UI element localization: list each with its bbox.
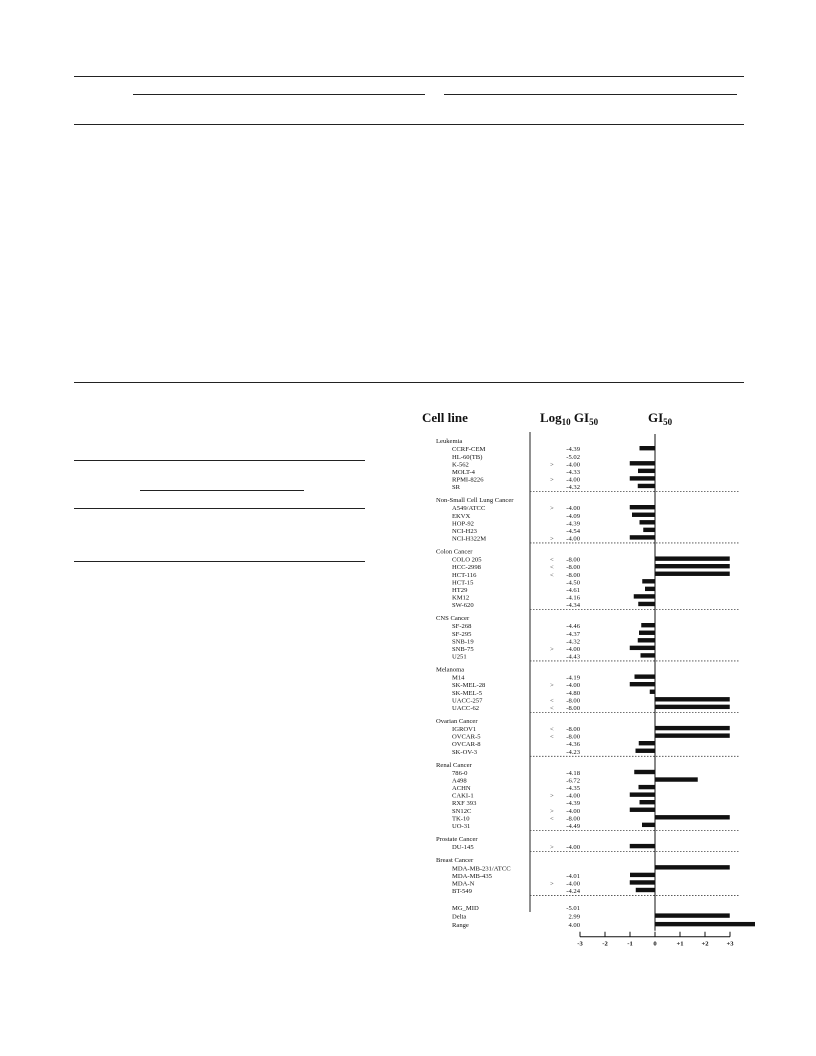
log-gi50-value: -4.00: [566, 807, 580, 815]
log-gi50-value: -8.00: [566, 564, 580, 572]
group-label: Melanoma: [436, 666, 465, 674]
log-gi50-value: -4.23: [566, 748, 580, 756]
qualifier-label: >: [550, 476, 554, 484]
cell-line-label: SNB-19: [452, 638, 474, 646]
x-tick-label: +3: [726, 940, 734, 948]
log-gi50-value: -4.37: [566, 630, 580, 638]
log-gi50-value: -5.02: [566, 453, 580, 461]
bar: [630, 682, 655, 686]
cell-line-label: RPMI-8226: [452, 476, 484, 484]
cell-line-label: U251: [452, 653, 467, 661]
qualifier-label: >: [550, 844, 554, 852]
log-gi50-value: -4.01: [566, 872, 580, 880]
qualifier-label: >: [550, 645, 554, 653]
bar: [630, 646, 655, 650]
log-gi50-value: -8.00: [566, 726, 580, 734]
bar: [639, 741, 655, 745]
cell-line-label: CCRF-CEM: [452, 446, 486, 454]
cell-line-label: COLO 205: [452, 556, 482, 564]
bar: [636, 888, 655, 892]
bar: [655, 572, 730, 576]
log-gi50-value: -4.00: [566, 880, 580, 888]
log-gi50-value: -4.33: [566, 468, 580, 476]
log-gi50-value: -4.24: [566, 888, 580, 895]
bar: [635, 674, 656, 678]
bar: [643, 528, 655, 532]
rule-top: [74, 76, 744, 77]
cell-line-label: MDA-MB-231/ATCC: [452, 865, 511, 873]
rule-subheader-right: [444, 94, 737, 95]
log-gi50-value: -4.00: [566, 792, 580, 800]
log-gi50-value: -4.19: [566, 674, 580, 682]
cell-line-label: A549/ATCC: [452, 505, 486, 513]
bar: [630, 505, 655, 509]
bar: [634, 594, 655, 598]
cell-line-label: SN12C: [452, 807, 472, 815]
log-gi50-value: -4.36: [566, 741, 580, 749]
rule-small-mid: [74, 508, 365, 509]
cell-line-label: SF-268: [452, 623, 472, 631]
bar: [630, 792, 655, 796]
x-tick-label: -3: [577, 940, 583, 948]
cell-line-label: UACC-62: [452, 704, 480, 712]
bar: [638, 602, 655, 606]
bar: [630, 461, 655, 465]
group-label: Ovarian Cancer: [436, 717, 478, 725]
log-gi50-value: -4.16: [566, 594, 580, 602]
bar: [655, 777, 698, 781]
log-gi50-value: 2.99: [568, 913, 580, 921]
log-gi50-value: -4.00: [566, 461, 580, 469]
cell-line-label: HT29: [452, 586, 468, 594]
log-gi50-value: -4.54: [566, 527, 580, 535]
bar: [655, 705, 730, 709]
cell-line-label: NCI-H23: [452, 527, 477, 535]
log-gi50-value: -4.00: [566, 476, 580, 484]
group-label: Prostate Cancer: [436, 835, 478, 843]
header-gi50: $GI_{50}$: [648, 410, 673, 427]
cell-line-label: UO-31: [452, 822, 471, 830]
group-label: Renal Cancer: [436, 761, 472, 769]
cell-line-label: NCI-H322M: [452, 535, 487, 543]
qualifier-label: >: [550, 682, 554, 690]
qualifier-label: >: [550, 535, 554, 543]
header-log-gi50: Log$_{10}$ $GI_{50}$: [540, 410, 599, 427]
bar: [650, 690, 655, 694]
log-gi50-value: 4.00: [568, 922, 580, 930]
group-label: Non-Small Cell Lung Cancer: [436, 497, 514, 504]
log-gi50-value: -8.00: [566, 571, 580, 579]
cell-line-label: MDA-MB-435: [452, 872, 492, 880]
bar: [638, 469, 655, 473]
log-gi50-value: -8.00: [566, 815, 580, 823]
cell-line-label: Delta: [452, 913, 467, 921]
qualifier-label: >: [550, 461, 554, 469]
bar: [655, 697, 730, 701]
log-gi50-value: -4.49: [566, 822, 580, 830]
rule-header-bottom: [74, 124, 744, 125]
rule-table-bottom: [74, 382, 744, 383]
qualifier-label: <: [550, 815, 554, 823]
bar: [640, 446, 656, 450]
bar: [655, 913, 730, 917]
cell-line-label: EKVX: [452, 512, 471, 520]
bar: [630, 808, 655, 812]
cell-line-label: KM12: [452, 594, 470, 602]
bar: [655, 564, 730, 568]
log-gi50-value: -4.00: [566, 645, 580, 653]
log-gi50-value: -4.39: [566, 520, 580, 528]
log-gi50-value: -4.00: [566, 682, 580, 690]
log-gi50-value: -4.18: [566, 770, 580, 777]
cell-line-label: SNB-75: [452, 645, 474, 653]
qualifier-label: <: [550, 556, 554, 564]
bar: [640, 520, 656, 524]
rule-small-top: [74, 460, 365, 461]
rule-small-bottom: [74, 561, 365, 562]
log-gi50-value: -8.00: [566, 733, 580, 741]
log-gi50-value: -4.32: [566, 483, 580, 491]
log-gi50-value: -8.00: [566, 697, 580, 705]
log-gi50-value: -4.35: [566, 785, 580, 793]
qualifier-label: <: [550, 733, 554, 741]
log-gi50-value: -4.46: [566, 623, 580, 631]
cell-line-label: UACC-257: [452, 697, 483, 705]
cell-line-label: K-562: [452, 461, 469, 469]
group-label: Colon Cancer: [436, 548, 473, 556]
bar: [630, 880, 655, 884]
cell-line-label: RXF 393: [452, 800, 477, 808]
log-gi50-value: -4.39: [566, 800, 580, 808]
x-axis: [577, 932, 734, 948]
cell-line-label: DU-145: [452, 844, 474, 852]
cell-line-label: 786-0: [452, 770, 468, 777]
cell-line-label: HCC-2998: [452, 564, 481, 572]
chart-rows: [436, 434, 755, 931]
header-cell-line: Cell line: [422, 410, 468, 425]
log-gi50-value: -4.50: [566, 579, 580, 587]
log-gi50-value: -8.00: [566, 704, 580, 712]
cell-line-label: TK-10: [452, 815, 470, 823]
cell-line-label: BT-549: [452, 888, 472, 895]
bar: [634, 770, 655, 774]
log-gi50-value: -4.00: [566, 535, 580, 543]
qualifier-label: >: [550, 505, 554, 513]
cell-line-label: OVCAR-8: [452, 741, 481, 749]
cell-line-label: HCT-116: [452, 571, 477, 579]
cell-line-label: HL-60(TB): [452, 453, 483, 461]
bar: [655, 733, 730, 737]
cell-line-label: OVCAR-5: [452, 733, 481, 741]
cell-line-label: MDA-N: [452, 880, 475, 888]
bar: [645, 587, 655, 591]
qualifier-label: <: [550, 726, 554, 734]
bar: [639, 631, 655, 635]
qualifier-label: >: [550, 807, 554, 815]
x-tick-label: +1: [676, 940, 684, 948]
bar: [655, 922, 755, 926]
cell-line-label: A498: [452, 777, 467, 785]
cell-line-label: IGROV1: [452, 726, 477, 734]
cell-line-label: SK-MEL-28: [452, 682, 486, 690]
log-gi50-value: -4.43: [566, 653, 580, 661]
x-tick-label: 0: [653, 940, 657, 948]
log-gi50-value: -4.61: [566, 586, 580, 594]
rule-subheader-left: [133, 94, 425, 95]
qualifier-label: <: [550, 571, 554, 579]
cell-line-label: SF-295: [452, 630, 472, 638]
bar: [655, 726, 730, 730]
bar: [638, 638, 655, 642]
bar: [630, 873, 655, 877]
x-tick-label: -1: [627, 940, 633, 948]
log-gi50-value: -6.72: [566, 777, 580, 785]
bar: [638, 484, 655, 488]
group-label: Breast Cancer: [436, 857, 474, 865]
bar: [642, 823, 655, 827]
cell-line-label: HCT-15: [452, 579, 474, 587]
cell-line-label: MG_MID: [452, 905, 479, 913]
cell-line-label: Range: [452, 922, 469, 930]
group-label: Leukemia: [436, 438, 463, 445]
log-gi50-value: -4.39: [566, 446, 580, 454]
log-gi50-value: -4.00: [566, 505, 580, 513]
qualifier-label: >: [550, 880, 554, 888]
bar: [630, 535, 655, 539]
group-label: CNS Cancer: [436, 615, 470, 622]
cell-line-label: SR: [452, 483, 461, 491]
x-tick-label: +2: [701, 940, 709, 948]
cell-line-label: HOP-92: [452, 520, 474, 528]
cell-line-label: ACHN: [452, 785, 471, 793]
bar: [636, 749, 656, 753]
qualifier-label: <: [550, 704, 554, 712]
log-gi50-value: -4.09: [566, 512, 580, 520]
log-gi50-value: -4.80: [566, 689, 580, 697]
bar: [641, 623, 655, 627]
log-gi50-value: -4.34: [566, 601, 580, 609]
log-gi50-value: -4.32: [566, 638, 580, 646]
bar: [640, 800, 656, 804]
bar: [655, 815, 730, 819]
cell-line-label: SK-MEL-5: [452, 689, 483, 697]
bar: [639, 785, 656, 789]
log-gi50-value: -8.00: [566, 556, 580, 564]
cell-line-label: M14: [452, 674, 465, 682]
bar: [630, 844, 655, 848]
qualifier-label: <: [550, 697, 554, 705]
cell-line-label: CAKI-1: [452, 792, 474, 800]
cell-line-label: SW-620: [452, 601, 474, 609]
log-gi50-value: -4.00: [566, 844, 580, 852]
qualifier-label: <: [550, 564, 554, 572]
chart-headers: [422, 410, 673, 427]
gi50-mean-graph: [420, 400, 750, 948]
bar: [655, 556, 730, 560]
bar: [632, 513, 655, 517]
bar: [641, 653, 656, 657]
rule-small-sub: [140, 490, 304, 491]
bar: [655, 865, 730, 869]
bar: [642, 579, 655, 583]
log-gi50-value: -5.01: [566, 905, 580, 913]
x-tick-label: -2: [602, 940, 608, 948]
cell-line-label: MOLT-4: [452, 468, 475, 476]
bar: [630, 476, 655, 480]
cell-line-label: SK-OV-3: [452, 748, 478, 756]
qualifier-label: >: [550, 792, 554, 800]
